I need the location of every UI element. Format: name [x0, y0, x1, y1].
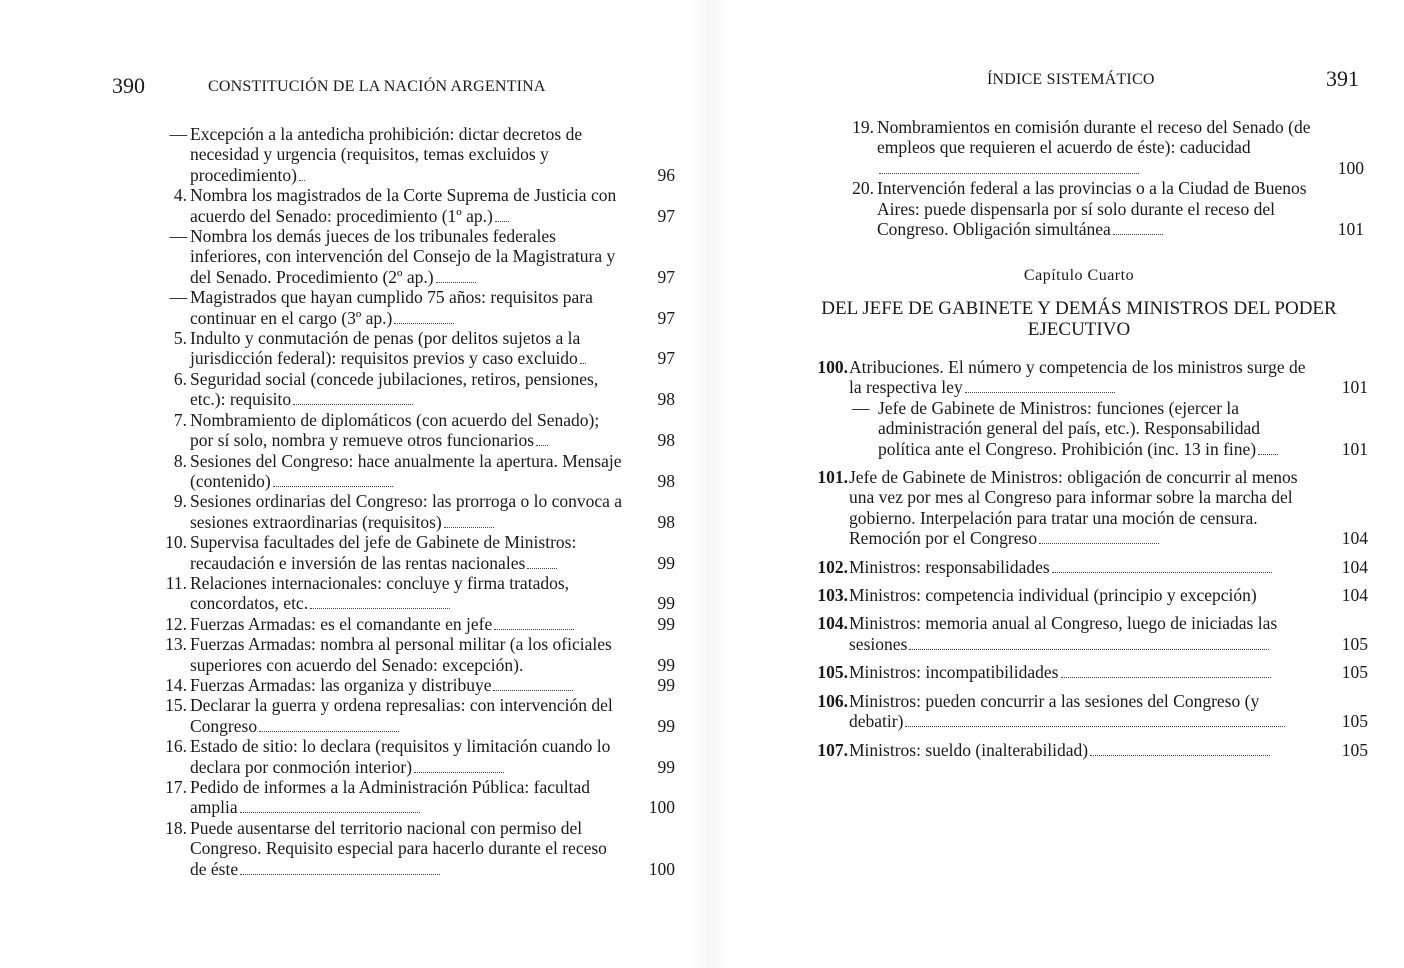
toc-entry: 5. Indulto y conmutación de penas (por delitos sujetos a la jurisdicción federal): requisitos previos y caso excluido 97: [173, 328, 675, 369]
toc-article-entry: 102. Ministros: responsabilidades 104: [817, 556, 1368, 577]
toc-entry: 14. Fuerzas Armadas: las organiza y distribuye 99: [165, 674, 675, 695]
right-page: [704, 0, 1404, 968]
toc-sub-entry: — Jefe de Gabinete de Ministros: funciones (ejercer la administración general del país, etc.). Responsabilidad política ante el Congreso. Prohibición (inc. 13 in fine) 101: [852, 397, 1368, 459]
toc-entry: 17. Pedido de informes a la Administración Pública: facultad amplia 100: [165, 777, 675, 818]
toc-entry: 6. Seguridad social (concede jubilaciones, retiros, pensiones, etc.): requisito 98: [173, 368, 675, 410]
toc-article-entry: 107. Ministros: sueldo (inalterabilidad) 105: [817, 739, 1368, 760]
chapter-label: Capítulo Cuarto: [1023, 267, 1135, 284]
toc-entry: 4. Nombra los magistrados de la Corte Suprema de Justicia con acuerdo del Senado: procedimiento (1º ap.) 97: [173, 185, 675, 226]
toc-list: [844, 117, 1364, 239]
toc-entry: 15. Declarar la guerra y ordena represalias: con intervención del Congreso 99: [165, 695, 675, 736]
page-number: 391: [1326, 66, 1359, 91]
toc-entry: 8. Sesiones del Congreso: hace anualmente la apertura. Mensaje (contenido) 98: [173, 450, 675, 491]
toc-entry: 10. Supervisa facultades del jefe de Gabinete de Ministros: recaudación e inversión de las rentas nacionales 99: [165, 532, 675, 573]
toc-article-entry: 105. Ministros: incompatibilidades 105: [817, 662, 1368, 683]
toc-entry: — Magistrados que hayan cumplido 75 años: requisitos para continuar en el cargo (3º ap.) 97: [169, 287, 675, 328]
toc-article-entry: 100. Atribuciones. El número y competencia de los ministros surge de la respectiva ley 101: [817, 357, 1368, 398]
toc-entry: 12. Fuerzas Armadas: es el comandante en jefe 99: [165, 613, 675, 634]
toc-entry: 9. Sesiones ordinarias del Congreso: las prorroga o lo convoca a sesiones extraordinarias (requisitos) 98: [173, 491, 675, 532]
page-number: 390: [112, 73, 145, 98]
toc-entry: — Nombra los demás jueces de los tribunales federales inferiores, con intervención del Consejo de la Magistratura y del Senado. Procedimiento (2º ap.) 97: [169, 226, 675, 287]
toc-entry: 16. Estado de sitio: lo declara (requisitos y limitación cuando lo declara por conmoción interior) 99: [165, 736, 675, 777]
toc-article-entry: 101. Jefe de Gabinete de Ministros: obligación de concurrir al menos una vez por mes al Congreso para informar sobre la marcha del gobierno. Interpelación para tratar una moción de censura. Remoción por el Congreso 104: [817, 467, 1368, 549]
toc-article-entry: 104. Ministros: memoria anual al Congreso, luego de iniciadas las sesiones 105: [817, 613, 1368, 654]
toc-entry: 11. Relaciones internacionales: concluye y firma tratados, concordatos, etc. 99: [165, 572, 675, 614]
toc-entry: 7. Nombramiento de diplomáticos (con acuerdo del Senado); por sí solo, nombra y remueve otros funcionarios 98: [173, 409, 675, 451]
running-header: CONSTITUCIÓN DE LA NACIÓN ARGENTINA: [208, 78, 546, 95]
toc-entry: 20. Intervención federal a las provincias o a la Ciudad de Buenos Aires: puede dispensarla por sí solo durante el receso del Congreso. Obligación simultánea 101: [852, 178, 1364, 240]
toc-article-list: [808, 357, 1368, 760]
toc-article-entry: 103. Ministros: competencia individual (principio y excepción) 104: [817, 585, 1368, 606]
toc-list: [165, 124, 675, 879]
toc-article-entry: 106. Ministros: pueden concurrir a las sesiones del Congreso (y debatir) 105: [817, 690, 1368, 732]
chapter-title: DEL JEFE DE GABINETE Y DEMÁS MINISTROS DEL PODER EJECUTIVO: [821, 298, 1337, 340]
left-page: [0, 0, 700, 968]
toc-entry: 18. Puede ausentarse del territorio nacional con permiso del Congreso. Requisito especial para hacerlo durante el receso de éste 100: [165, 817, 675, 879]
running-header: ÍNDICE SISTEMÁTICO: [987, 71, 1155, 88]
toc-entry: — Excepción a la antedicha prohibición: dictar decretos de necesidad y urgencia (requisitos, temas excluidos y procedimiento) 96: [169, 124, 675, 185]
toc-entry: 19. Nombramientos en comisión durante el receso del Senado (de empleos que requieren el acuerdo de éste): caducidad 100: [852, 117, 1364, 178]
toc-entry: 13. Fuerzas Armadas: nombra al personal militar (a los oficiales superiores con acuerdo del Senado: excepción). 99: [165, 634, 675, 675]
